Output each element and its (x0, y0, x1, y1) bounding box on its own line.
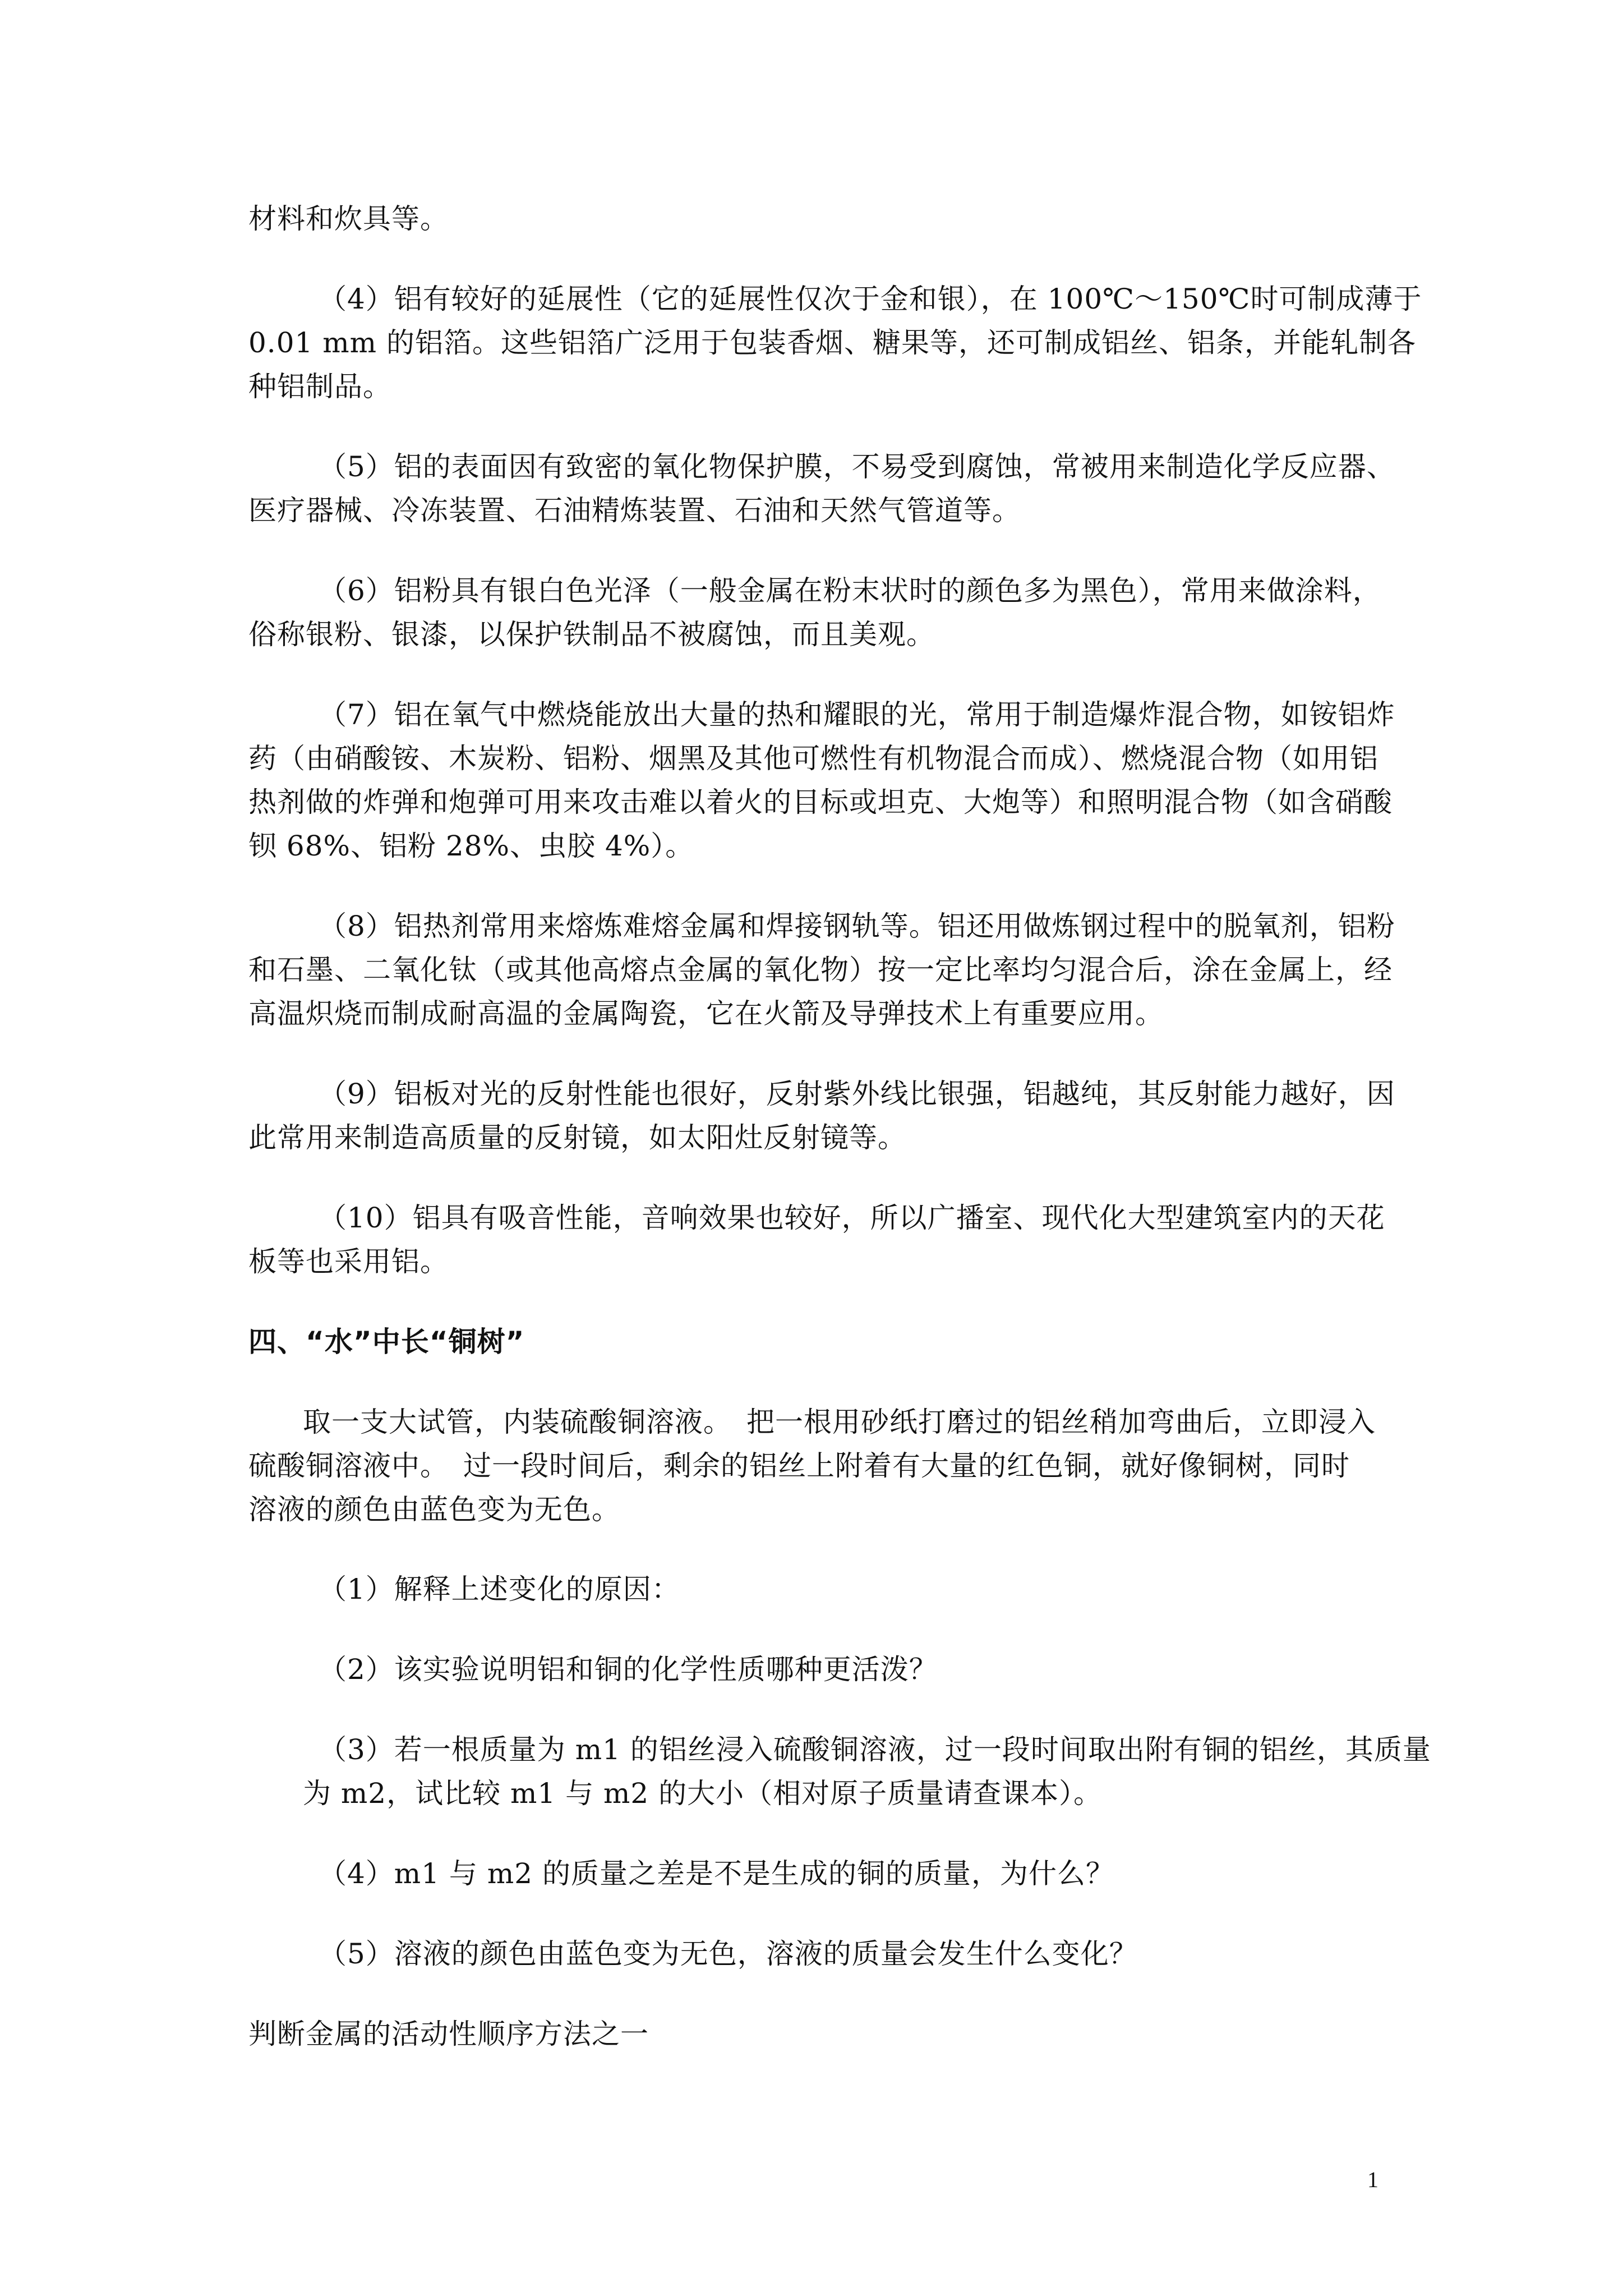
text-line: 俗称银粉、银漆，以保护铁制品不被腐蚀，而且美观。 (248, 618, 935, 651)
question-line: 为 m2，试比较 m1 与 m2 的大小（相对原子质量请查课本）。 (303, 1777, 1103, 1810)
question-line: （5）溶液的颜色由蓝色变为无色，溶液的质量会发生什么变化？ (319, 1938, 1138, 1970)
text-line: 医疗器械、冷冻装置、石油精炼装置、石油和天然气管道等。 (248, 494, 1021, 527)
text-line: 热剂做的炸弹和炮弹可用来攻击难以着火的目标或坦克、大炮等）和照明混合物（如含硝酸 (248, 786, 1393, 818)
question-line: （3）若一根质量为 m1 的铝丝浸入硫酸铜溶液，过一段时间取出附有铜的铝丝，其质量 (319, 1733, 1431, 1766)
text-line: 和石墨、二氧化钛（或其他高熔点金属的氧化物）按一定比率均匀混合后，涂在金属上，经 (248, 954, 1393, 986)
text-line: 0.01 mm 的铝箔。这些铝箔广泛用于包装香烟、糖果等，还可制成铝丝、铝条，并能轧制各 (248, 326, 1416, 359)
text-line: 硫酸铜溶液中。 过一段时间后，剩余的铝丝上附着有大量的红色铜，就好像铜树，同时 (248, 1450, 1350, 1482)
text-line: （7）铝在氧气中燃烧能放出大量的热和耀眼的光，常用于制造爆炸混合物，如铵铝炸 (319, 698, 1395, 731)
text-line: 高温炽烧而制成耐高温的金属陶瓷，它在火箭及导弹技术上有重要应用。 (248, 997, 1164, 1030)
text-line: （6）铝粉具有银白色光泽（一般金属在粉末状时的颜色多为黑色），常用来做涂料， (319, 574, 1381, 607)
text-line: 材料和炊具等。 (248, 203, 449, 235)
question-line: （4）m1 与 m2 的质量之差是不是生成的铜的质量，为什么？ (319, 1857, 1114, 1890)
text-line: （4）铝有较好的延展性（它的延展性仅次于金和银），在 100℃～150℃时可制成薄于 (319, 283, 1422, 315)
text-line: 板等也采用铝。 (248, 1245, 449, 1278)
question-line: （2）该实验说明铝和铜的化学性质哪种更活泼？ (319, 1653, 938, 1686)
text-line: 种铝制品。 (248, 370, 391, 403)
question-line: （1）解释上述变化的原因： (319, 1573, 680, 1605)
text-line: （9）铝板对光的反射性能也很好，反射紫外线比银强，铝越纯，其反射能力越好，因 (319, 1078, 1395, 1110)
text-line: 取一支大试管，内装硫酸铜溶液。 把一根用砂纸打磨过的铝丝稍加弯曲后，立即浸入 (303, 1406, 1376, 1438)
text-line: 判断金属的活动性顺序方法之一 (248, 2018, 649, 2050)
text-line: （8）铝热剂常用来熔炼难熔金属和焊接钢轨等。铝还用做炼钢过程中的脱氧剂，铝粉 (319, 910, 1395, 942)
text-line: 此常用来制造高质量的反射镜，如太阳灶反射镜等。 (248, 1121, 906, 1154)
text-line: （10）铝具有吸音性能，音响效果也较好，所以广播室、现代化大型建筑室内的天花 (319, 1202, 1385, 1234)
text-line: 溶液的颜色由蓝色变为无色。 (248, 1493, 620, 1526)
text-line: 药（由硝酸铵、木炭粉、铝粉、烟黑及其他可燃性有机物混合而成）、燃烧混合物（如用铝 (248, 742, 1378, 775)
page-number: 1 (1367, 2167, 1378, 2192)
text-line: （5）铝的表面因有致密的氧化物保护膜，不易受到腐蚀，常被用来制造化学反应器、 (319, 450, 1395, 483)
section-heading: 四、“水”中长“铜树” (248, 1326, 525, 1358)
text-line: 钡 68%、铝粉 28%、虫胶 4%）。 (248, 830, 694, 862)
